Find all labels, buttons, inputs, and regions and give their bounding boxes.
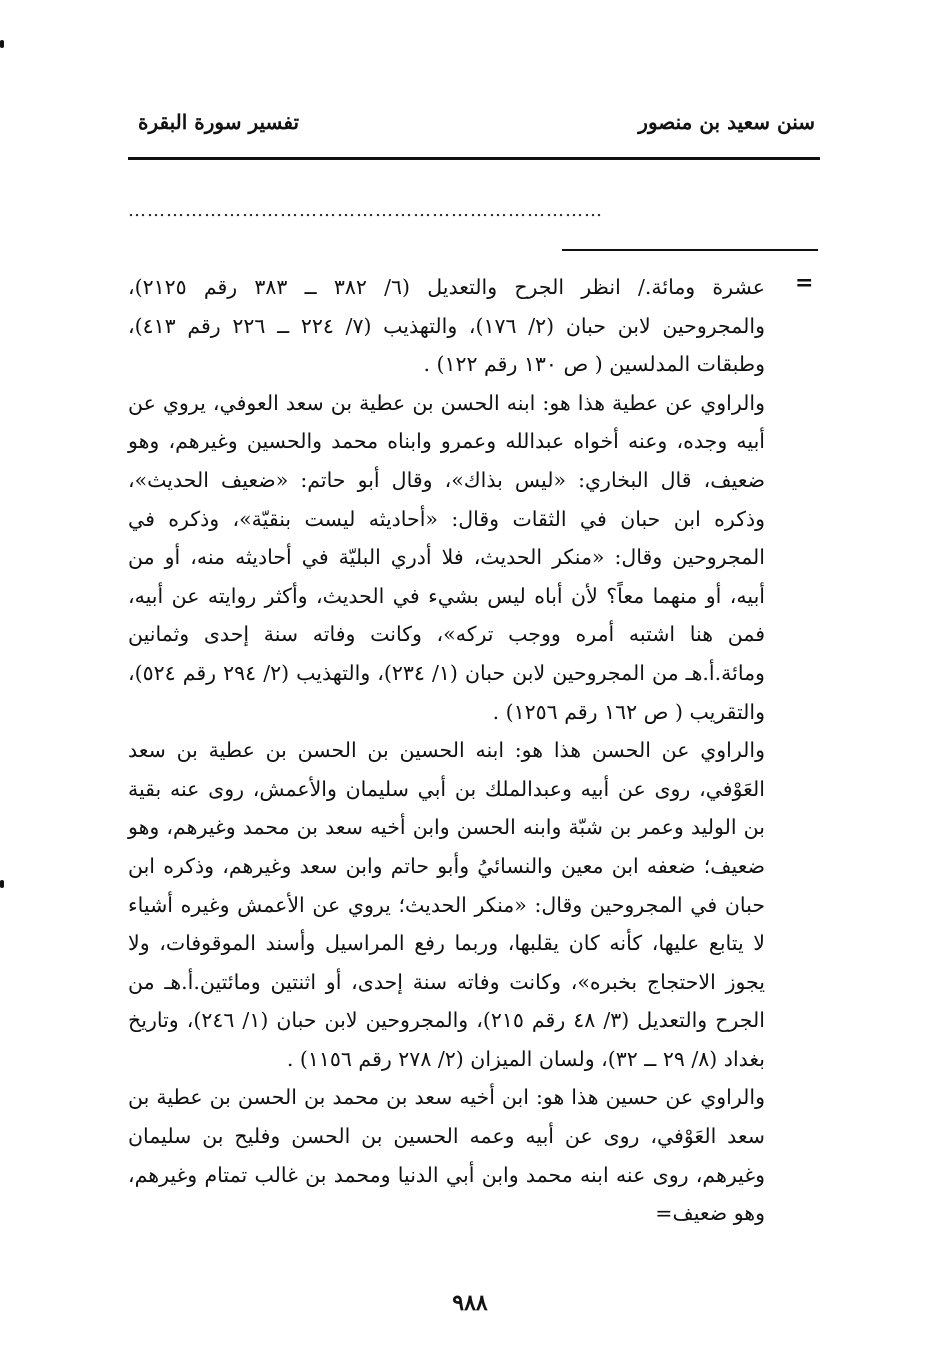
page-number: ٩٨٨: [452, 1290, 488, 1316]
footnote-paragraph: والراوي عن الحسن هذا هو: ابنه الحسين بن الحسن بن عطية بن سعد العَوْفي، روى عن أبيه وعبدالملك بن أبي سليمان والأعمش، روى عنه بقية بن الوليد وعمر بن شبّة وابنه الحسن وابن أخيه سعد بن محمد وغيرهم، وهو ضعيف؛ ضعفه ابن معين والنسائيُ وأبو حاتم وابن سعد وغيرهم، وذكره ابن حبان في المجروحين وقال: «منكر الحديث؛ يروي عن الأعمش وغيره أشياء لا يتابع عليها، كأنه كان يقلبها، وربما رفع المراسيل وأسند الموقوفات، ولا يجوز الاحتجاج بخبره»، وكانت وفاته سنة إحدى، أو اثنتين ومائتين.أ.هـ من الجرح والتعديل (٣/ ٤٨ رقم ٢١٥)، والمجروحين لابن حبان (١/ ٢٤٦)، وتاريخ بغداد (٨/ ٢٩ ــ ٣٢)، ولسان الميزان (٢/ ٢٧٨ رقم ١١٥٦) .: [128, 738, 765, 1071]
scan-edge-mark: [0, 40, 4, 48]
footnote-paragraph: والراوي عن حسين هذا هو: ابن أخيه سعد بن محمد بن الحسن بن عطية بن سعد العَوْفي، روى عن أبيه وعمه الحسين بن الحسن وفليح بن سليمان وغيرهم، روى عنه ابنه محمد وابن أبي الدنيا ومحمد بن غالب تمتام وغيرهم، وهو ضعيف=: [128, 1085, 765, 1226]
continuation-mark: =: [795, 270, 814, 296]
footnote-paragraph: والراوي عن عطية هذا هو: ابنه الحسن بن عطية بن سعد العوفي، يروي عن أبيه وجده، وعنه أخواه عبدالله وعمرو وابناه محمد والحسين وغيرهم، وهو ضعيف، قال البخاري: «ليس بذاك»، وقال أبو حاتم: «ضعيف الحديث»، وذكره ابن حبان في الثقات وقال: «أحاديثه ليست بنقيّة»، وذكره في المجروحين وقال: «منكر الحديث، فلا أدري البليّة في أحاديثه منه، أو من أبيه، أو منهما معاً؟ لأن أباه ليس بشيء في الحديث، وأكثر روايته عن أبيه، فمن هنا اشتبه أمره ووجب تركه»، وكانت وفاته سنة إحدى وثمانين ومائة.أ.هـ من المجروحين لابن حبان (١/ ٢٣٤)، والتهذيب (٢/ ٢٩٤ رقم ٥٢٤)، والتقريب ( ص ١٦٢ رقم ١٢٥٦) .: [128, 390, 765, 724]
footnote-rule: [562, 249, 818, 251]
section-title: تفسير سورة البقرة: [138, 110, 300, 134]
book-title: سنن سعيد بن منصور: [638, 110, 815, 134]
header-rule: [128, 157, 820, 160]
running-header: [128, 110, 815, 144]
footnote-body: [128, 268, 765, 1233]
footnote-paragraph: عشرة ومائة./ انظر الجرح والتعديل (٦/ ٣٨٢ ــ ٣٨٣ رقم ٢١٢٥)، والمجروحين لابن حبان (٢/ ١٧٦)، والتهذيب (٧/ ٢٢٤ ــ ٢٢٦ رقم ٤١٣)، وطبقات المدلسين ( ص ١٣٠ رقم ١٢٢) .: [128, 275, 765, 377]
scan-edge-mark: [0, 880, 4, 888]
separator-dots: …………………………………………………………………: [128, 200, 603, 221]
